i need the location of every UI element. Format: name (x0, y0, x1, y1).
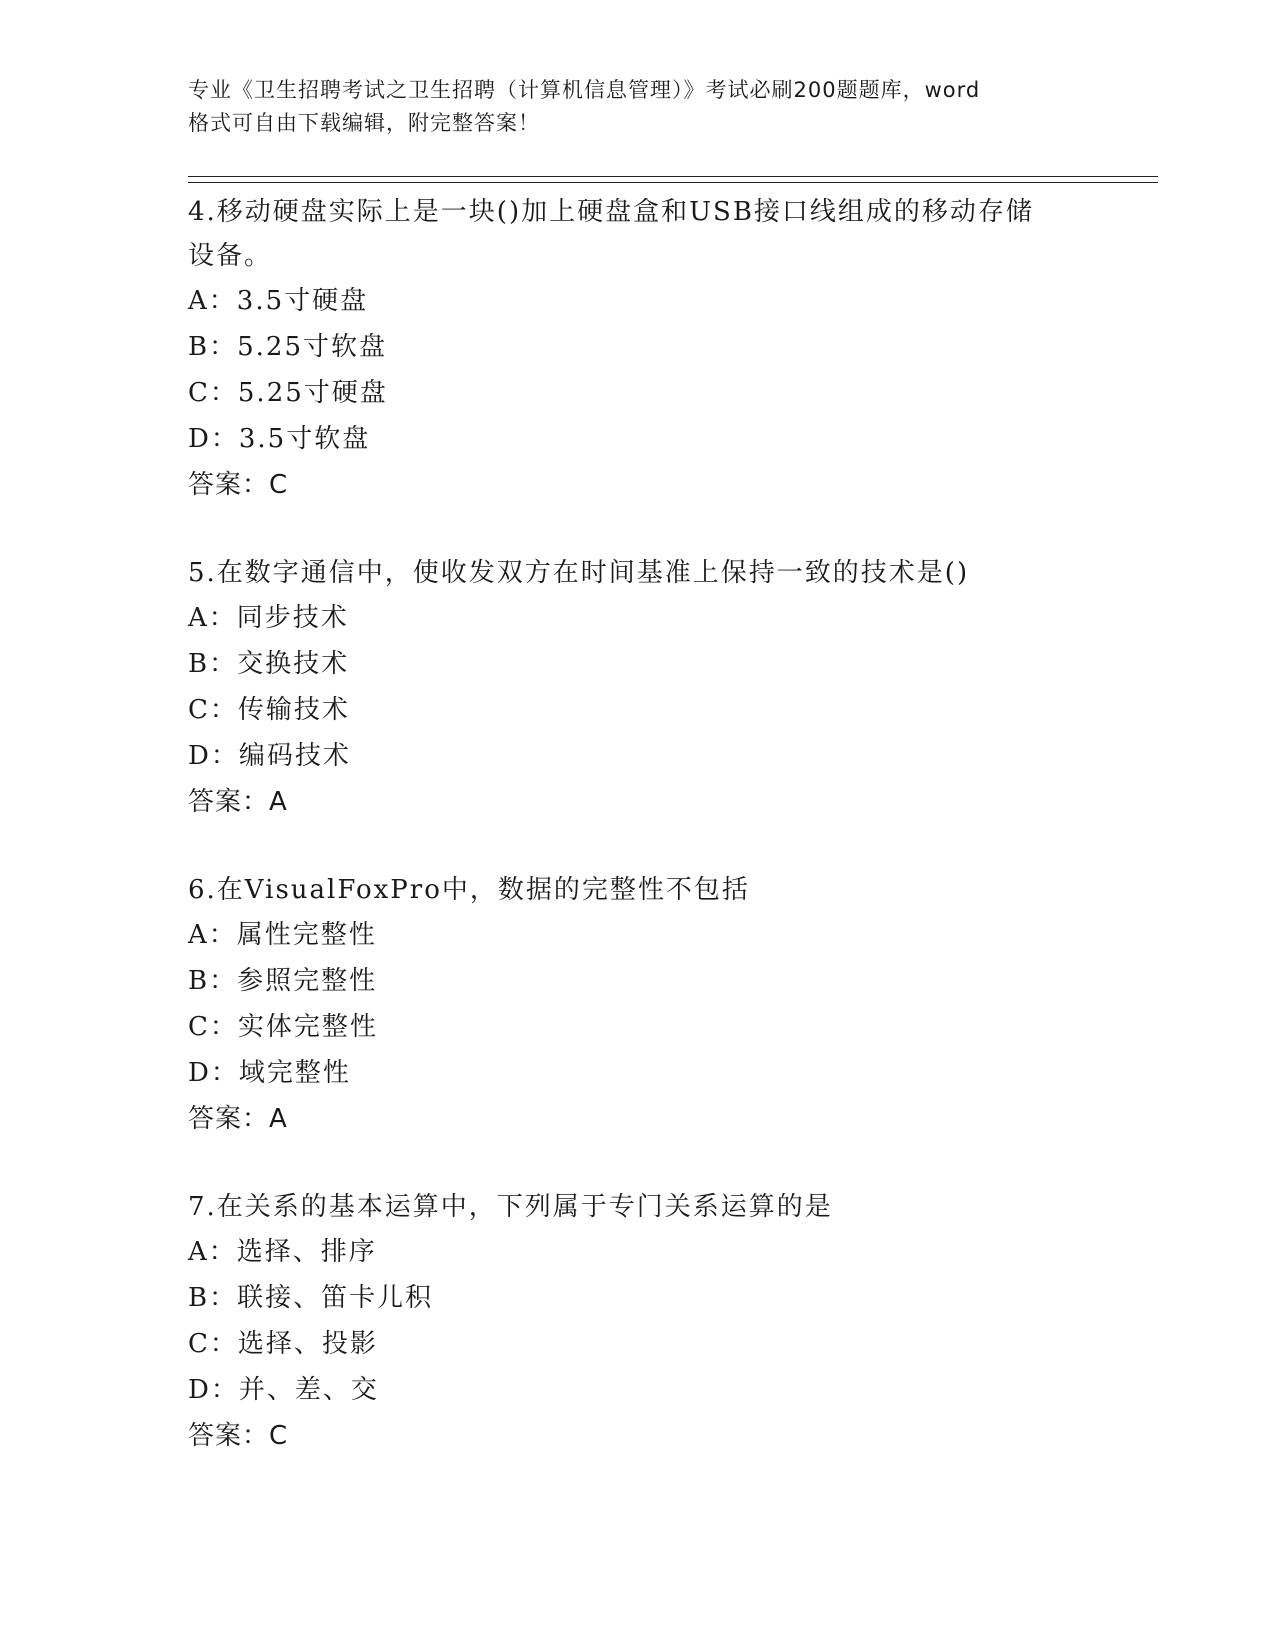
question-spacer (188, 508, 1078, 551)
question-4-option-a: A：3.5寸硬盘 (188, 286, 369, 316)
question-6-option-c: C：实体完整性 (188, 1012, 378, 1042)
question-7-option-c: C：选择、投影 (188, 1329, 378, 1359)
question-6-option-a: A：属性完整性 (188, 920, 377, 950)
document-header (188, 74, 1088, 140)
question-5-stem: 5.在数字通信中，使收发双方在时间基准上保持一致的技术是() (188, 558, 970, 588)
question-7-option-d: D：并、差、交 (188, 1375, 379, 1405)
question-7-option-a: A：选择、排序 (188, 1237, 377, 1267)
question-7 (188, 1185, 1078, 1459)
question-5-option-c: C：传输技术 (188, 695, 350, 725)
question-5-option-d: D：编码技术 (188, 741, 351, 771)
question-4-option-d: D：3.5寸软盘 (188, 424, 371, 454)
question-5 (188, 551, 1078, 825)
question-5-answer: 答案：A (188, 787, 288, 817)
question-7-option-b: B：联接、笛卡儿积 (188, 1283, 434, 1313)
question-spacer (188, 1142, 1078, 1185)
question-spacer (188, 825, 1078, 868)
question-6 (188, 868, 1078, 1142)
header-line-2: 格式可自由下载编辑，附完整答案！ (188, 111, 540, 135)
question-4-option-c: C：5.25寸硬盘 (188, 378, 388, 408)
header-divider-top (188, 176, 1158, 177)
question-7-answer: 答案：C (188, 1421, 289, 1451)
header-line-1: 专业《卫生招聘考试之卫生招聘（计算机信息管理）》考试必刷200题题库，word (188, 78, 981, 102)
header-divider-bottom (188, 182, 1158, 183)
question-list (188, 190, 1078, 1459)
question-6-stem: 6.在VisualFoxPro中，数据的完整性不包括 (188, 875, 750, 905)
question-7-stem: 7.在关系的基本运算中，下列属于专门关系运算的是 (188, 1192, 833, 1222)
question-5-option-b: B：交换技术 (188, 649, 350, 679)
question-6-option-b: B：参照完整性 (188, 966, 378, 996)
question-5-option-a: A：同步技术 (188, 603, 349, 633)
question-6-option-d: D：域完整性 (188, 1058, 351, 1088)
question-4-answer: 答案：C (188, 470, 289, 500)
question-4 (188, 190, 1078, 508)
question-6-answer: 答案：A (188, 1104, 288, 1134)
question-4-stem-continued: 设备。 (188, 241, 273, 271)
question-4-stem: 4.移动硬盘实际上是一块()加上硬盘盒和USB接口线组成的移动存储 (188, 197, 1034, 227)
question-4-option-b: B：5.25寸软盘 (188, 332, 387, 362)
